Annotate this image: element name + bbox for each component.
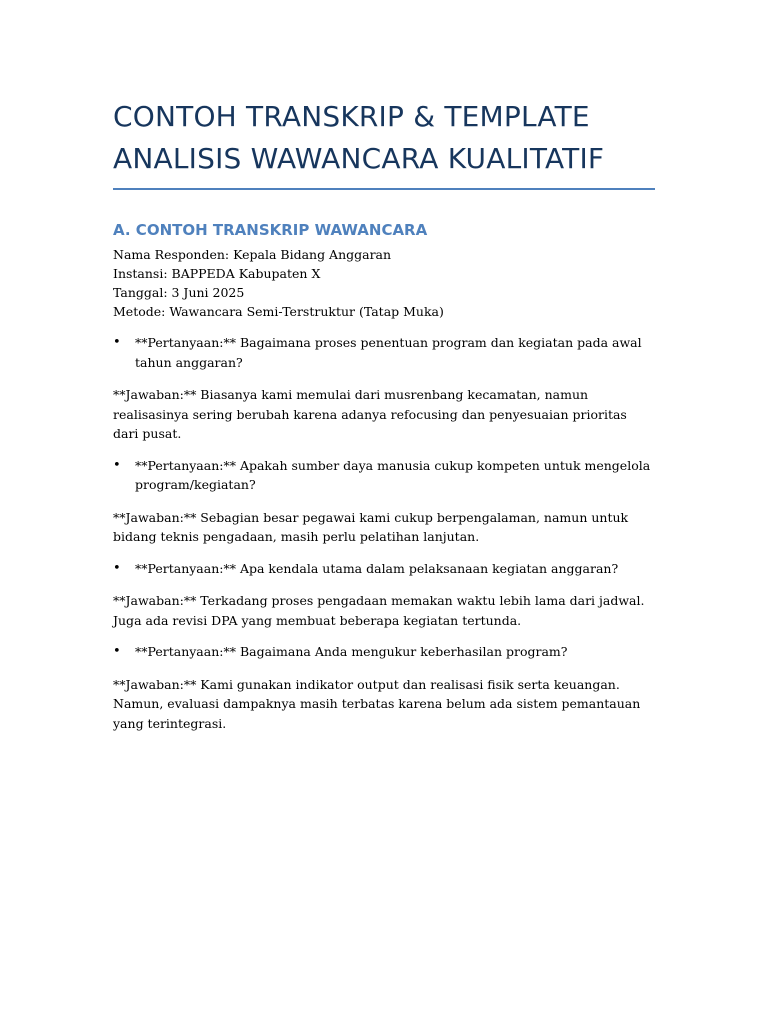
answer-text: **Jawaban:** Sebagian besar pegawai kami cukup berpengalaman, namun untuk bidang teknis pengadaan, masih perlu pelatihan lanjutan. <box>113 509 629 544</box>
respondent-institution: Instansi: BAPPEDA Kabupaten X <box>113 266 321 281</box>
bullet-icon: • <box>113 560 121 576</box>
respondent-metadata <box>113 245 655 321</box>
question-text: **Pertanyaan:** Apa kendala utama dalam pelaksanaan kegiatan anggaran? <box>135 560 619 576</box>
respondent-name: Nama Responden: Kepala Bidang Anggaran <box>113 247 392 262</box>
answer-text: **Jawaban:** Biasanya kami memulai dari musrenbang kecamatan, namun realisasinya sering berubah karena adanya refocusing dan penyesuaian prioritas dari pusat. <box>113 387 627 441</box>
interview-method: Metode: Wawancara Semi-Terstruktur (Tatap Muka) <box>113 304 444 319</box>
document-title <box>113 96 655 180</box>
bullet-icon: • <box>113 644 121 659</box>
question-text: **Pertanyaan:** Bagaimana Anda mengukur keberhasilan program? <box>135 644 568 659</box>
question-item <box>113 333 655 372</box>
section-heading: A. CONTOH TRANSKRIP WAWANCARA <box>113 221 428 239</box>
question-item <box>113 642 655 662</box>
question-item <box>113 559 655 579</box>
interview-date: Tanggal: 3 Juni 2025 <box>113 285 245 300</box>
question-text: **Pertanyaan:** Apakah sumber daya manusia cukup kompeten untuk mengelola program/kegiatan? <box>135 457 651 492</box>
answer-text: **Jawaban:** Terkadang proses pengadaan memakan waktu lebih lama dari jadwal. Juga ada revisi DPA yang membuat beberapa kegiatan tertunda. <box>113 593 645 628</box>
question-text: **Pertanyaan:** Bagaimana proses penentuan program dan kegiatan pada awal tahun anggaran? <box>135 335 642 370</box>
bullet-icon: • <box>113 335 121 350</box>
document-page <box>113 96 655 745</box>
bullet-icon: • <box>113 457 121 473</box>
question-item <box>113 456 655 495</box>
document-title-line-2: ANALISIS WAWANCARA KUALITATIF <box>113 142 605 175</box>
answer-text: **Jawaban:** Kami gunakan indikator output dan realisasi fisik serta keuangan. Namun, evaluasi dampaknya masih terbatas karena belum ada sistem pemantauan yang terintegrasi. <box>113 676 641 731</box>
qa-list <box>113 333 655 733</box>
title-divider <box>113 188 655 190</box>
document-title-line-1: CONTOH TRANSKRIP & TEMPLATE <box>113 100 590 133</box>
